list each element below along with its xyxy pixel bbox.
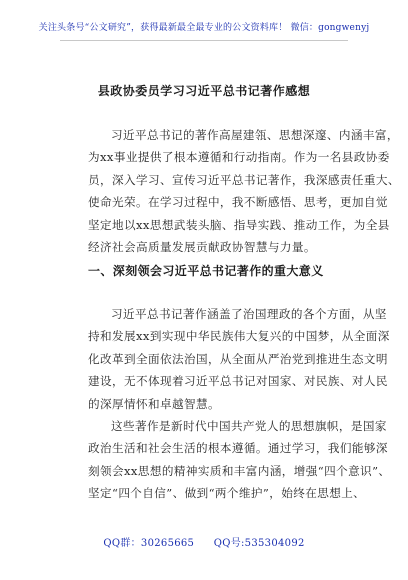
paragraph-line: 坚定“四个自信”、做到“两个维护”，始终在思想上、 [88, 486, 366, 501]
paragraph-line: 刻领会xx思想的精神实质和丰富内涵，增强“四个意识”、 [88, 463, 391, 478]
paragraph-intro [88, 124, 400, 258]
paragraph-line: 持和发展xx到实现中华民族伟大复兴的中国梦，从全面深 [88, 329, 390, 344]
header-divider [60, 40, 348, 41]
page-footer [0, 534, 408, 549]
paragraph-line: 经济社会高质量发展贡献政协智慧与力量。 [88, 240, 316, 255]
paragraph-line: 使命光荣。在学习过程中，我不断感悟、思考，更加自觉 [88, 195, 388, 210]
paragraph-banner [88, 415, 391, 505]
paragraph-line: 为xx事业提供了根本遵循和行动指南。作为一名县政协委 [88, 150, 390, 165]
paragraph-line: 坚定地以xx思想武装头脑、指导实践、推动工作，为全县 [88, 217, 390, 232]
qq-account-number: QQ号:535304092 [213, 538, 305, 549]
paragraph-line: 的深厚情怀和卓越智慧。 [88, 396, 220, 411]
paragraph-line: 习近平总书记的著作高屋建瓴、思想深邃、内涵丰富， [111, 128, 399, 142]
paragraph-line: 这些著作是新时代中国共产党人的思想旗帜，是国家 [111, 419, 387, 433]
page-header-banner: 关注头条号“公文研究”，获得最新最全最专业的公文资料库！ 微信：gongwenyj [38, 23, 370, 33]
document-title: 县政协委员学习习近平总书记著作感想 [97, 84, 311, 98]
paragraph-line: 员，深入学习、宣传习近平总书记著作，我深感责任重大、 [88, 172, 400, 187]
paragraph-significance [88, 303, 390, 415]
paragraph-line: 化改革到全面依法治国，从全面从严治党到推进生态文明 [88, 351, 388, 366]
paragraph-line: 政治生活和社会生活的根本遵循。通过学习，我们能够深 [88, 441, 388, 456]
paragraph-line: 习近平总书记著作涵盖了治国理政的各个方面，从坚 [111, 307, 387, 321]
section-heading: 一、深刻领会习近平总书记著作的重大意义 [88, 264, 324, 278]
paragraph-line: 建设，无不体现着习近平总书记对国家、对民族、对人民 [88, 374, 388, 389]
qq-group-number: QQ群：30265665 [103, 538, 195, 549]
